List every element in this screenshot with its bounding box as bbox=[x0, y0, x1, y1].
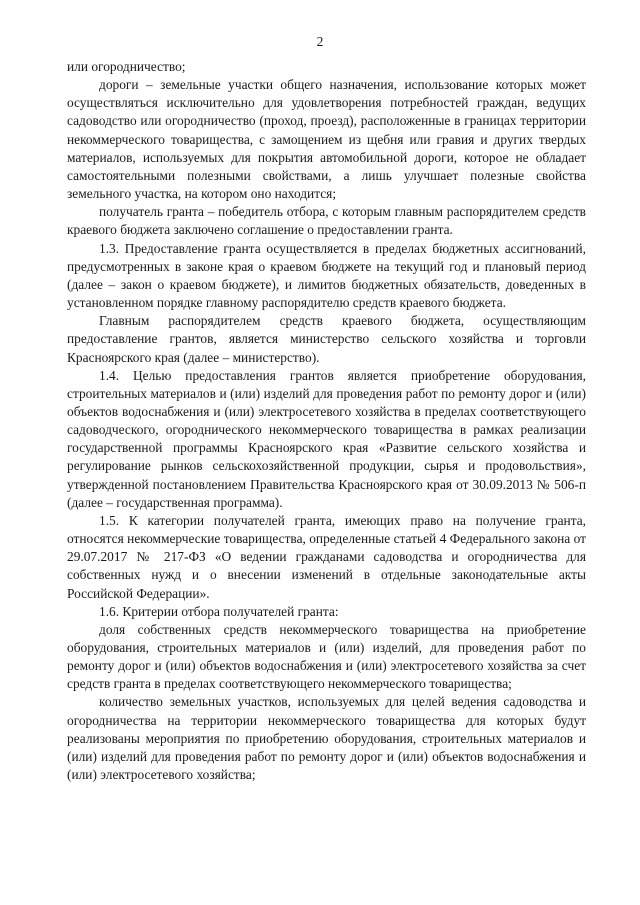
paragraph-criterion-land-plots: количество земельных участков, используемых для целей ведения садоводства и огородничества на территории некоммерческого товарищества для которых будут реализованы мероприятия по приобретению оборудования, строительных материалов и (или) изделий для проведения работ по ремонту дорог и (или) объектов водоснабжения и (или) электросетевого хозяйства; bbox=[67, 694, 586, 783]
paragraph-1-5: 1.5. К категории получателей гранта, имеющих право на получение гранта, относятся некоммерческие товарищества, определенные статьей 4 Федерального закона от 29.07.2017 № 217-ФЗ «О ведении гражданами садоводства и огородничества для собственных нужд и о внесении изменений в отдельные законодательные акты Российской Федерации». bbox=[67, 512, 586, 601]
paragraph-main-administrator: Главным распорядителем средств краевого бюджета, осуществляющим предоставление грантов, является министерство сельского хозяйства и торговли Красноярского края (далее – министерство). bbox=[67, 313, 586, 365]
paragraph-continuation: или огородничество; bbox=[67, 59, 186, 74]
paragraph-roads-definition: дороги – земельные участки общего назначения, использование которых может осуществляться исключительно для удовлетворения потребностей граждан, ведущих садоводство или огородничество (проход, проезд), расположенные в границах территории некоммерческого товарищества, с замощением из щебня или гравия и других твердых материалов, используемых для покрытия автомобильной дороги, которое не обладает самостоятельными полезными свойствами, а лишь улучшает полезные свойства земельного участка, на котором оно находится; bbox=[67, 77, 586, 202]
paragraph-1-6: 1.6. Критерии отбора получателей гранта: bbox=[99, 603, 339, 619]
page-number: 2 bbox=[316, 34, 324, 49]
paragraph-1-3: 1.3. Предоставление гранта осуществляется в пределах бюджетных ассигнований, предусмотренных в законе края о краевом бюджете на текущий год и плановый период (далее – закон о краевом бюджете), и лимитов бюджетных обязательств, доведенных в установленном порядке главному распорядителю средств краевого бюджета. bbox=[67, 240, 586, 311]
paragraph-grant-recipient-definition: получатель гранта – победитель отбора, с которым главным распорядителем средств краевого бюджета заключено соглашение о предоставлении гранта. bbox=[67, 204, 586, 238]
document-body bbox=[67, 58, 586, 784]
paragraph-1-4: 1.4. Целью предоставления грантов является приобретение оборудования, строительных материалов и (или) изделий для проведения работ по ремонту дорог и (или) объектов водоснабжения и (или) электросетевого хозяйства в пределах соответствующего садоводческого, огороднического некоммерческого товарищества в рамках реализации государственной программы Красноярского края «Развитие сельского хозяйства и регулирование рынков сельскохозяйственной продукции, сырья и продовольствия», утвержденной постановлением Правительства Красноярского края от 30.09.2013 № 506-п (далее – государственная программа). bbox=[67, 367, 586, 510]
paragraph-criterion-own-funds: доля собственных средств некоммерческого товарищества на приобретение оборудования, строительных материалов и (или) изделий, для проведения работ по ремонту дорог и (или) объектов водоснабжения и (или) электросетевого хозяйства за счет средств гранта в пределах соответствующего некоммерческого товарищества; bbox=[67, 621, 586, 692]
